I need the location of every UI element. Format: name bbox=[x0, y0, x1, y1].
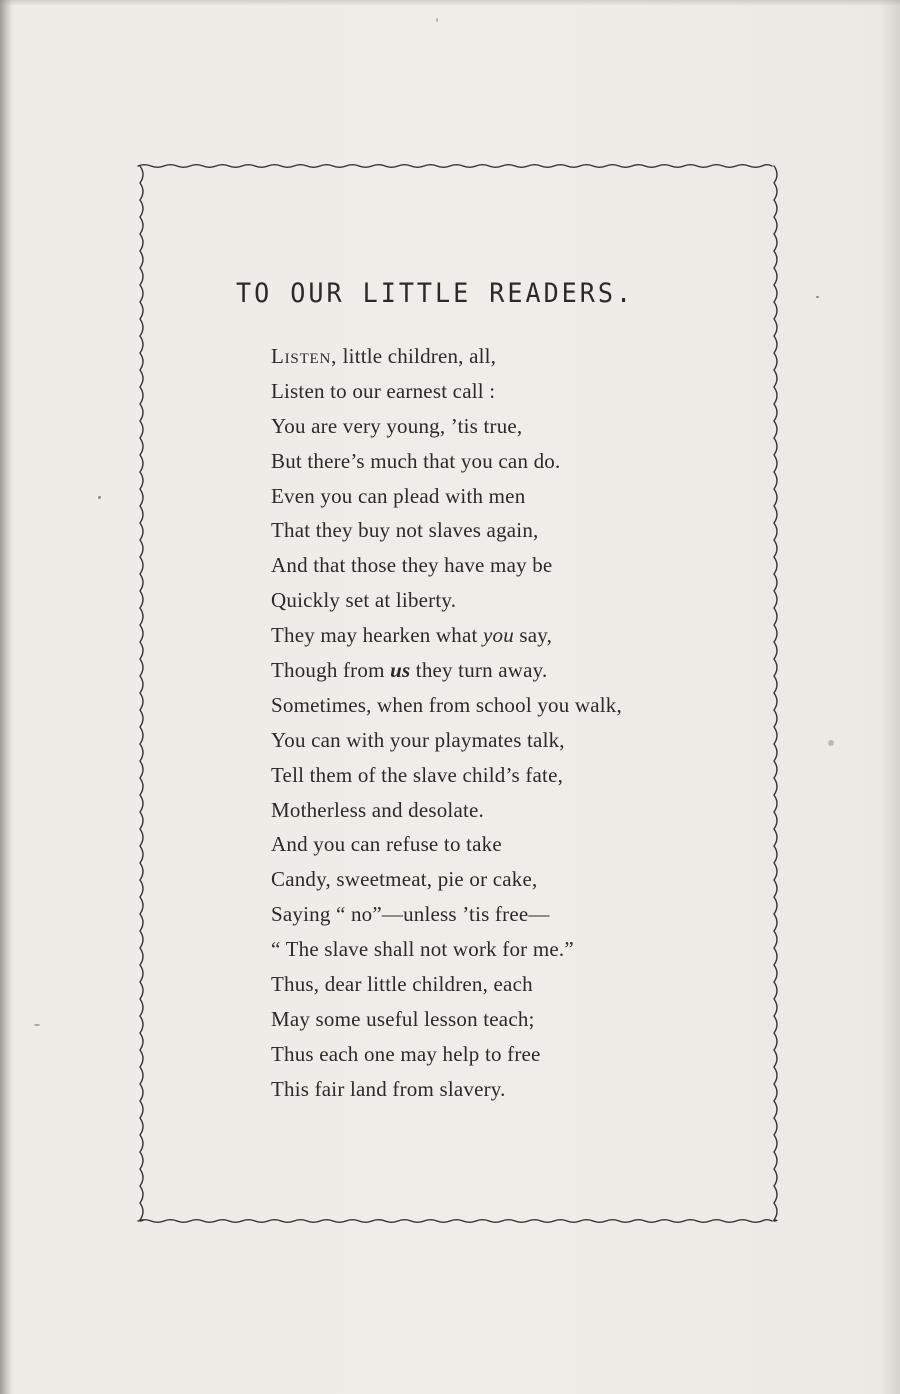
poem bbox=[271, 339, 622, 1107]
poem-line: Candy, sweetmeat, pie or cake, bbox=[271, 867, 538, 892]
poem-line: Listen, little children, all, bbox=[271, 344, 497, 368]
poem-line: Sometimes, when from school you walk, bbox=[271, 692, 622, 717]
emphasis-us: us bbox=[390, 658, 411, 683]
poem-line: Though from us they turn away. bbox=[271, 658, 548, 683]
poem-line: You can with your playmates talk, bbox=[271, 727, 565, 752]
poem-line: Tell them of the slave child’s fate, bbox=[271, 762, 564, 787]
page-title: TO OUR LITTLE READERS. bbox=[236, 278, 635, 309]
poem-line: And that those they have may be bbox=[271, 553, 553, 578]
border-top-wave bbox=[138, 165, 772, 168]
poem-line: And you can refuse to take bbox=[271, 832, 502, 857]
paper-speck bbox=[816, 296, 819, 298]
paper-speck bbox=[34, 1024, 40, 1026]
poem-line: Even you can plead with men bbox=[271, 483, 526, 508]
poem-line: That they buy not slaves again, bbox=[271, 518, 539, 543]
emphasis-you: you bbox=[482, 623, 514, 648]
poem-line: This fair land from slavery. bbox=[271, 1076, 506, 1101]
poem-line: Saying “ no”—unless ’tis free— bbox=[271, 902, 550, 927]
poem-line: You are very young, ’tis true, bbox=[271, 413, 523, 438]
poem-line: But there’s much that you can do. bbox=[271, 448, 561, 473]
poem-line: May some useful lesson teach; bbox=[271, 1006, 535, 1031]
poem-line: Quickly set at liberty. bbox=[271, 588, 457, 613]
poem-line: Listen to our earnest call : bbox=[271, 378, 496, 403]
border-right-wave bbox=[774, 166, 777, 1221]
paper-speck bbox=[98, 496, 101, 499]
paper-speck bbox=[436, 18, 438, 22]
poem-line: Thus, dear little children, each bbox=[271, 972, 533, 997]
border-bottom-wave bbox=[138, 1220, 772, 1223]
paper-speck bbox=[828, 740, 834, 746]
poem-line: Motherless and desolate. bbox=[271, 797, 484, 822]
border-left-wave bbox=[140, 166, 143, 1221]
poem-line: Thus each one may help to free bbox=[271, 1041, 541, 1066]
poem-line: They may hearken what you say, bbox=[271, 623, 553, 648]
poem-line: “ The slave shall not work for me.” bbox=[271, 937, 574, 962]
poem-first-word: Listen, bbox=[271, 344, 338, 368]
